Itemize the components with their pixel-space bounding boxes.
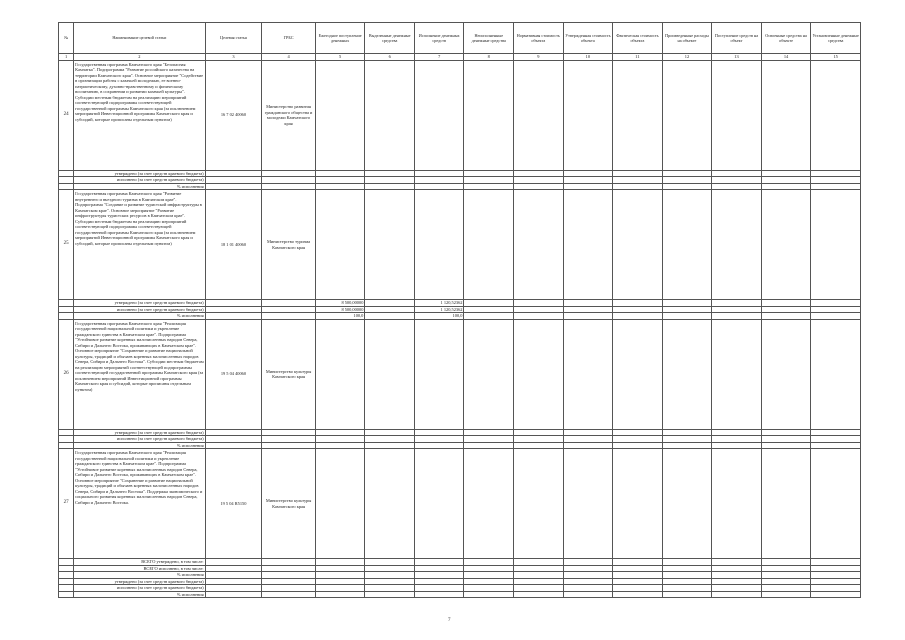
empty-cell — [811, 60, 861, 170]
value-col5: 8 500,00000 — [315, 306, 365, 313]
empty-cell — [514, 319, 564, 429]
header-cell: Поступление средств на объект — [712, 23, 762, 54]
empty-cell — [811, 319, 861, 429]
empty-cell — [761, 60, 811, 170]
empty-cell — [563, 60, 613, 170]
empty-cell — [712, 319, 762, 429]
column-number: 8 — [464, 54, 514, 61]
empty-cell — [205, 591, 262, 598]
column-number: 6 — [365, 54, 415, 61]
header-cell: Нормативная стоимость объекта — [514, 23, 564, 54]
empty-cell — [712, 60, 762, 170]
subrow-label: утверждено (за счет средств краевого бюджета) — [74, 578, 205, 585]
target-code: 18 1 01 40060 — [205, 190, 262, 300]
empty-cell — [712, 449, 762, 559]
grbs-name: Министерство культуры Камчатского края — [262, 449, 316, 559]
column-number: 9 — [514, 54, 564, 61]
value-col7: 100,0 — [414, 313, 464, 320]
header-cell: Исполнение денежных средств — [414, 23, 464, 54]
header-cell: Произведенные расходы на объекте — [662, 23, 712, 54]
subrow-label: ВСЕГО исполнено, в том числе: — [74, 565, 205, 572]
grbs-name: Министерство развития гражданского общества и молодежи Камчатского края — [262, 60, 316, 170]
empty-cell — [761, 319, 811, 429]
empty-cell — [464, 319, 514, 429]
target-code: 19 5 04 R5150 — [205, 449, 262, 559]
column-number: 1 — [59, 54, 74, 61]
subrow-label: утверждено (за счет средств краевого бюджета) — [74, 300, 205, 307]
empty-cell — [365, 449, 415, 559]
empty-cell — [365, 319, 415, 429]
column-number: 3 — [205, 54, 262, 61]
empty-cell — [414, 60, 464, 170]
empty-cell — [464, 60, 514, 170]
empty-cell — [563, 449, 613, 559]
empty-cell — [315, 319, 365, 429]
grbs-name: Министерство туризма Камчатского края — [262, 190, 316, 300]
object-name: Государственная программа Камчатского края "Развитие внутреннего и въездного туризма в Камчатском крае". Подпрограмма "Создание и развитие туристской инфраструктуры в Камчатском крае". Основное мероприятие "Развитие инфраструктуры туристских ресурсов в Камчатском крае". Субсидии местным бюджетам на реализацию мероприятий соответствующей подпрограммы соответствующей государственной программы Камчатского края (за исключением мероприятий Инвестиционной программы Камчатского края и субсидий, которые прописаны отдельным пунктом) — [74, 190, 205, 300]
value-col7: 1 120,52362 — [414, 300, 464, 307]
empty-cell — [712, 190, 762, 300]
subrow-label: % исполнения — [74, 591, 205, 598]
object-name: Государственная программа Камчатского края "Реализация государственной национальной политики и укрепление гражданского единства в Камчатском крае". Подпрограмма "Устойчивое развитие коренных малочисленных народов Севера, Сибири и Дальнего Востока, проживающих в Камчатском крае". Основное мероприятие "Сохранение и развитие национальной культуры, традиций и обычаев коренных малочисленных народов Севера, Сибири и Дальнего Востока". Поддержка экономического и социального развития коренных малочисленных народов Севера, Сибири и Дальнего Востока. — [74, 449, 205, 559]
value-col7: 1 120,52362 — [414, 306, 464, 313]
empty-cell — [514, 591, 564, 598]
subrow-label: % исполнения — [74, 183, 205, 190]
empty-cell — [662, 449, 712, 559]
column-number: 14 — [761, 54, 811, 61]
empty-cell — [613, 449, 663, 559]
column-number: 2 — [74, 54, 205, 61]
row-number: 25 — [59, 190, 74, 300]
subrow-label: ВСЕГО утверждено, в том числе: — [74, 559, 205, 566]
subrow-label: исполнено (за счет средств краевого бюджета) — [74, 436, 205, 443]
empty-cell — [613, 591, 663, 598]
header-cell: Освоенные средства на объекте — [761, 23, 811, 54]
header-cell: Ежегодное поступление денежных — [315, 23, 365, 54]
object-row — [59, 190, 861, 300]
empty-cell — [811, 190, 861, 300]
empty-cell — [514, 60, 564, 170]
empty-cell — [662, 591, 712, 598]
subrow-label: исполнено (за счет средств краевого бюджета) — [74, 177, 205, 184]
empty-cell — [712, 591, 762, 598]
object-name: Государственная программа Камчатского края "Безопасная Камчатка". Подпрограмма "Развитие российского казачества на территории Камчатского края". Основное мероприятие "Содействие в организации работы с казачьей молодежью, ее военно-патриотическому, духовно-нравственному и физическому воспитанию, в сохранении и развитии казачьей культуры". Субсидии местным бюджетам на реализацию мероприятий соответствующей подпрограммы соответствующей государственной программы Камчатского края (за исключением мероприятий Инвестиционной программы Камчатского края и субсидий, которые прописаны отдельным пунктом) — [74, 60, 205, 170]
subrow-label: % исполнения — [74, 313, 205, 320]
header-row — [59, 23, 861, 54]
object-row — [59, 60, 861, 170]
target-code: 19 5 04 40060 — [205, 319, 262, 429]
header-cell: ГРБС — [262, 23, 316, 54]
empty-cell — [662, 60, 712, 170]
header-cell: № — [59, 23, 74, 54]
object-name: Государственная программа Камчатского края "Реализация государственной национальной политики и укрепление гражданского единства в Камчатском крае". Подпрограмма "Устойчивое развитие коренных малочисленных народов Севера, Сибири и Дальнего Востока, проживающих в Камчатском крае". Основное мероприятие "Сохранение и развитие национальной культуры, традиций и обычаев коренных малочисленных народов Севера, Сибири и Дальнего Востока". Субсидии местным бюджетам на реализацию мероприятий соответствующей подпрограммы соответствующей государственной программы Камчатского края (за исключением мероприятий Инвестиционной программы Камчатского края и субсидий, которые прописаны отдельным пунктом) — [74, 319, 205, 429]
empty-cell — [613, 319, 663, 429]
value-col5: 100,0 — [315, 313, 365, 320]
row-number: 26 — [59, 319, 74, 429]
empty-cell — [761, 591, 811, 598]
empty-cell — [761, 190, 811, 300]
header-cell: Неисполненные денежные средства — [464, 23, 514, 54]
subrow-label: исполнено (за счет средств краевого бюджета) — [74, 306, 205, 313]
header-cell: Целевая статья — [205, 23, 262, 54]
column-number: 11 — [613, 54, 663, 61]
empty-cell — [662, 190, 712, 300]
subrow-label: % исполнения — [74, 442, 205, 449]
value-col7 — [414, 591, 464, 598]
empty-cell — [563, 319, 613, 429]
empty-cell — [59, 591, 74, 598]
target-code: 16 7 02 40060 — [205, 60, 262, 170]
column-number: 10 — [563, 54, 613, 61]
grbs-name: Министерство культуры Камчатского края — [262, 319, 316, 429]
empty-cell — [464, 190, 514, 300]
value-col5: 8 500,00000 — [315, 300, 365, 307]
subrow-label: исполнено (за счет средств краевого бюджета) — [74, 585, 205, 592]
empty-cell — [414, 190, 464, 300]
page-number: 7 — [448, 618, 451, 623]
empty-cell — [613, 190, 663, 300]
empty-cell — [811, 591, 861, 598]
object-row — [59, 319, 861, 429]
header-cell: Установленные денежные средства — [811, 23, 861, 54]
subrow-label: утверждено (за счет средств краевого бюджета) — [74, 170, 205, 177]
empty-cell — [613, 60, 663, 170]
header-cell: Утвержденная стоимость объекта — [563, 23, 613, 54]
empty-cell — [262, 591, 316, 598]
budget-table — [58, 22, 861, 598]
empty-cell — [662, 319, 712, 429]
empty-cell — [761, 449, 811, 559]
empty-cell — [365, 60, 415, 170]
empty-cell — [563, 190, 613, 300]
empty-cell — [365, 190, 415, 300]
empty-cell — [315, 60, 365, 170]
row-number: 27 — [59, 449, 74, 559]
empty-cell — [514, 190, 564, 300]
column-number: 7 — [414, 54, 464, 61]
header-cell: Фактическая стоимость объекта — [613, 23, 663, 54]
empty-cell — [464, 591, 514, 598]
column-number: 15 — [811, 54, 861, 61]
column-number: 12 — [662, 54, 712, 61]
row-number: 24 — [59, 60, 74, 170]
subrow — [59, 591, 861, 598]
subrow-label: утверждено (за счет средств краевого бюджета) — [74, 429, 205, 436]
empty-cell — [811, 449, 861, 559]
subrow-label: % исполнения — [74, 572, 205, 579]
value-col5 — [315, 591, 365, 598]
column-number: 13 — [712, 54, 762, 61]
column-number: 4 — [262, 54, 316, 61]
empty-cell — [365, 591, 415, 598]
empty-cell — [514, 449, 564, 559]
header-cell: Наименование целевой статьи — [74, 23, 205, 54]
object-row — [59, 449, 861, 559]
empty-cell — [414, 449, 464, 559]
header-cell: Выделенные денежные средства — [365, 23, 415, 54]
empty-cell — [315, 449, 365, 559]
empty-cell — [414, 319, 464, 429]
empty-cell — [563, 591, 613, 598]
empty-cell — [464, 449, 514, 559]
column-number: 5 — [315, 54, 365, 61]
empty-cell — [315, 190, 365, 300]
